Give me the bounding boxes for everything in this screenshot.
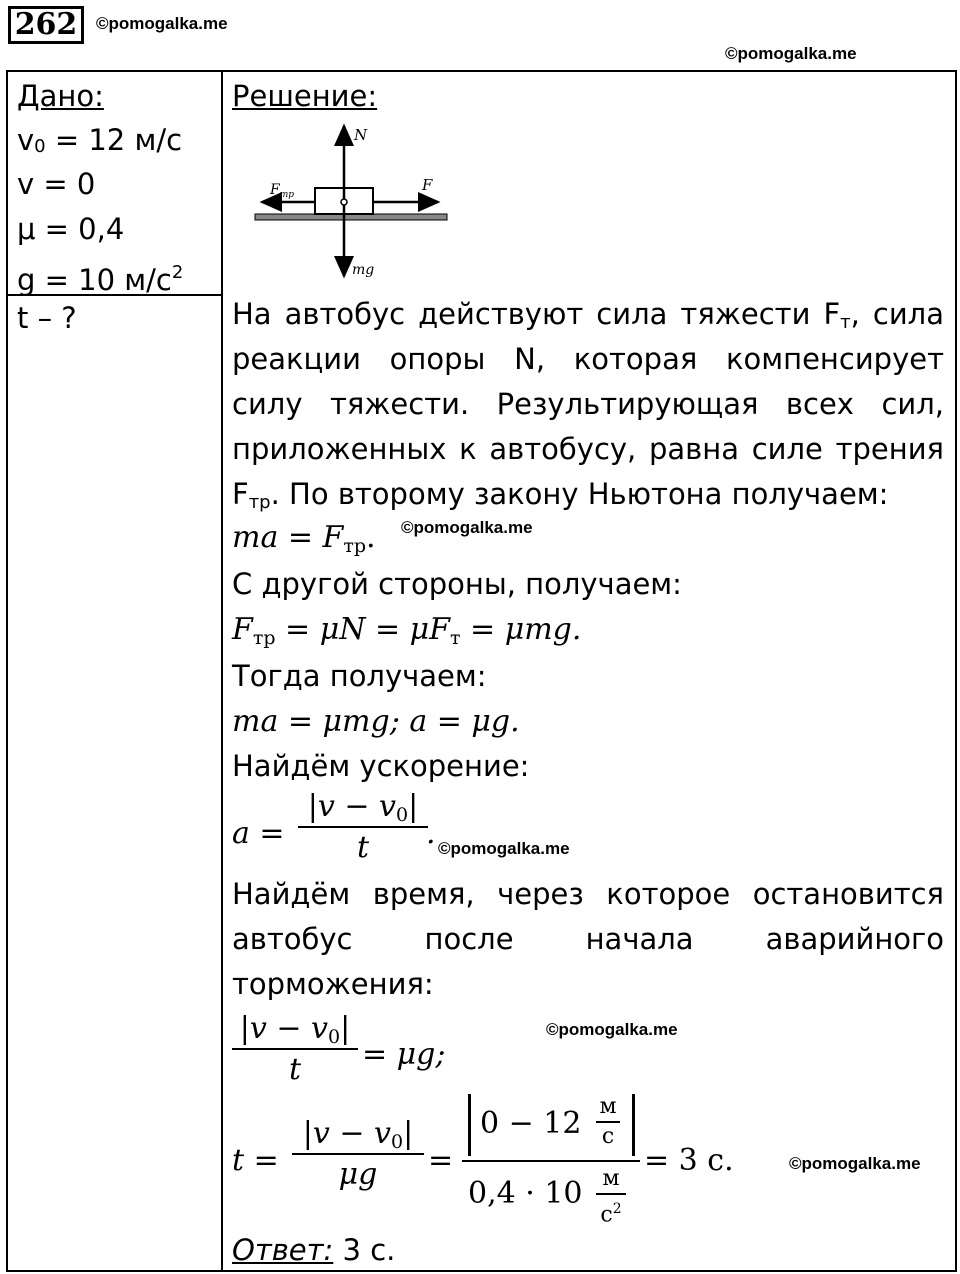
given-v: v = 0 xyxy=(17,167,96,201)
force-diagram xyxy=(250,118,460,288)
given-mu: μ = 0,4 xyxy=(17,212,125,246)
find-t: t – ? xyxy=(17,301,77,335)
fraction-a: $|v - v_0|$ t xyxy=(298,788,428,868)
equation-t-result: = 3 с. xyxy=(644,1143,734,1178)
watermark-top: ©pomogalka.me xyxy=(96,14,228,33)
solution-paragraph-2: Найдём время, через которое остановится автобус после начала аварийного торможения: xyxy=(232,877,944,1001)
equation-a-end: . xyxy=(426,816,436,851)
fraction-time-eq: $|v - v_0|$ t xyxy=(232,1010,358,1090)
equation-a-lhs: a = xyxy=(232,816,285,851)
given-g: g = 10 $м/с^2$ xyxy=(17,262,184,297)
watermark-bottom: ©pomogalka.me xyxy=(789,1154,921,1173)
label-mg: mg xyxy=(352,262,375,278)
watermark-mid1: ©pomogalka.me xyxy=(401,518,533,537)
given-v0: $v_0 = 12$ м/с xyxy=(17,123,183,157)
text-other-side: С другой стороны, получаем: xyxy=(232,567,682,601)
equation-acceleration: ma = μmg; a = μg. xyxy=(232,704,520,739)
equation-t-lhs: t = xyxy=(232,1143,279,1178)
answer: Ответ: 3 с. xyxy=(232,1233,396,1267)
watermark-mid3: ©pomogalka.me xyxy=(546,1020,678,1039)
given-title: Дано: xyxy=(17,79,104,113)
watermark-header: ©pomogalka.me xyxy=(725,44,857,63)
column-divider xyxy=(221,70,223,1272)
equation-newton: ma = $F_{тр}$. xyxy=(232,520,376,557)
equation-time-rhs: = μg; xyxy=(362,1037,446,1072)
text-then: Тогда получаем: xyxy=(232,659,487,693)
label-F: F xyxy=(422,176,433,194)
text-find-acceleration: Найдём ускорение: xyxy=(232,749,530,783)
solution-paragraph-1: На автобус действуют сила тяжести $F_т$, сила реакции опоры N, которая компенсирует силу тяжести. Результирующая всех сил, приложенных к автобусу, равна силе трения $F_{тр}$. По второму закону Ньютона получаем: xyxy=(232,297,944,513)
watermark-mid2: ©pomogalka.me xyxy=(438,839,570,858)
problem-number: 262 xyxy=(8,6,84,44)
equation-t-equals: = xyxy=(428,1143,454,1178)
label-N: N xyxy=(354,126,368,144)
label-Ftr: $F_{тр}$ xyxy=(270,182,295,200)
fraction-t-numeric: 0 − 12 м с 0,4 · 10 м $с^2$ xyxy=(462,1092,640,1226)
fraction-t-symbolic: $|v - v_0|$ μg xyxy=(292,1115,424,1195)
solution-title: Решение: xyxy=(232,79,378,113)
equation-friction: $F_{тр} = \mu N = \mu F_т = \mu mg$. xyxy=(232,612,582,649)
